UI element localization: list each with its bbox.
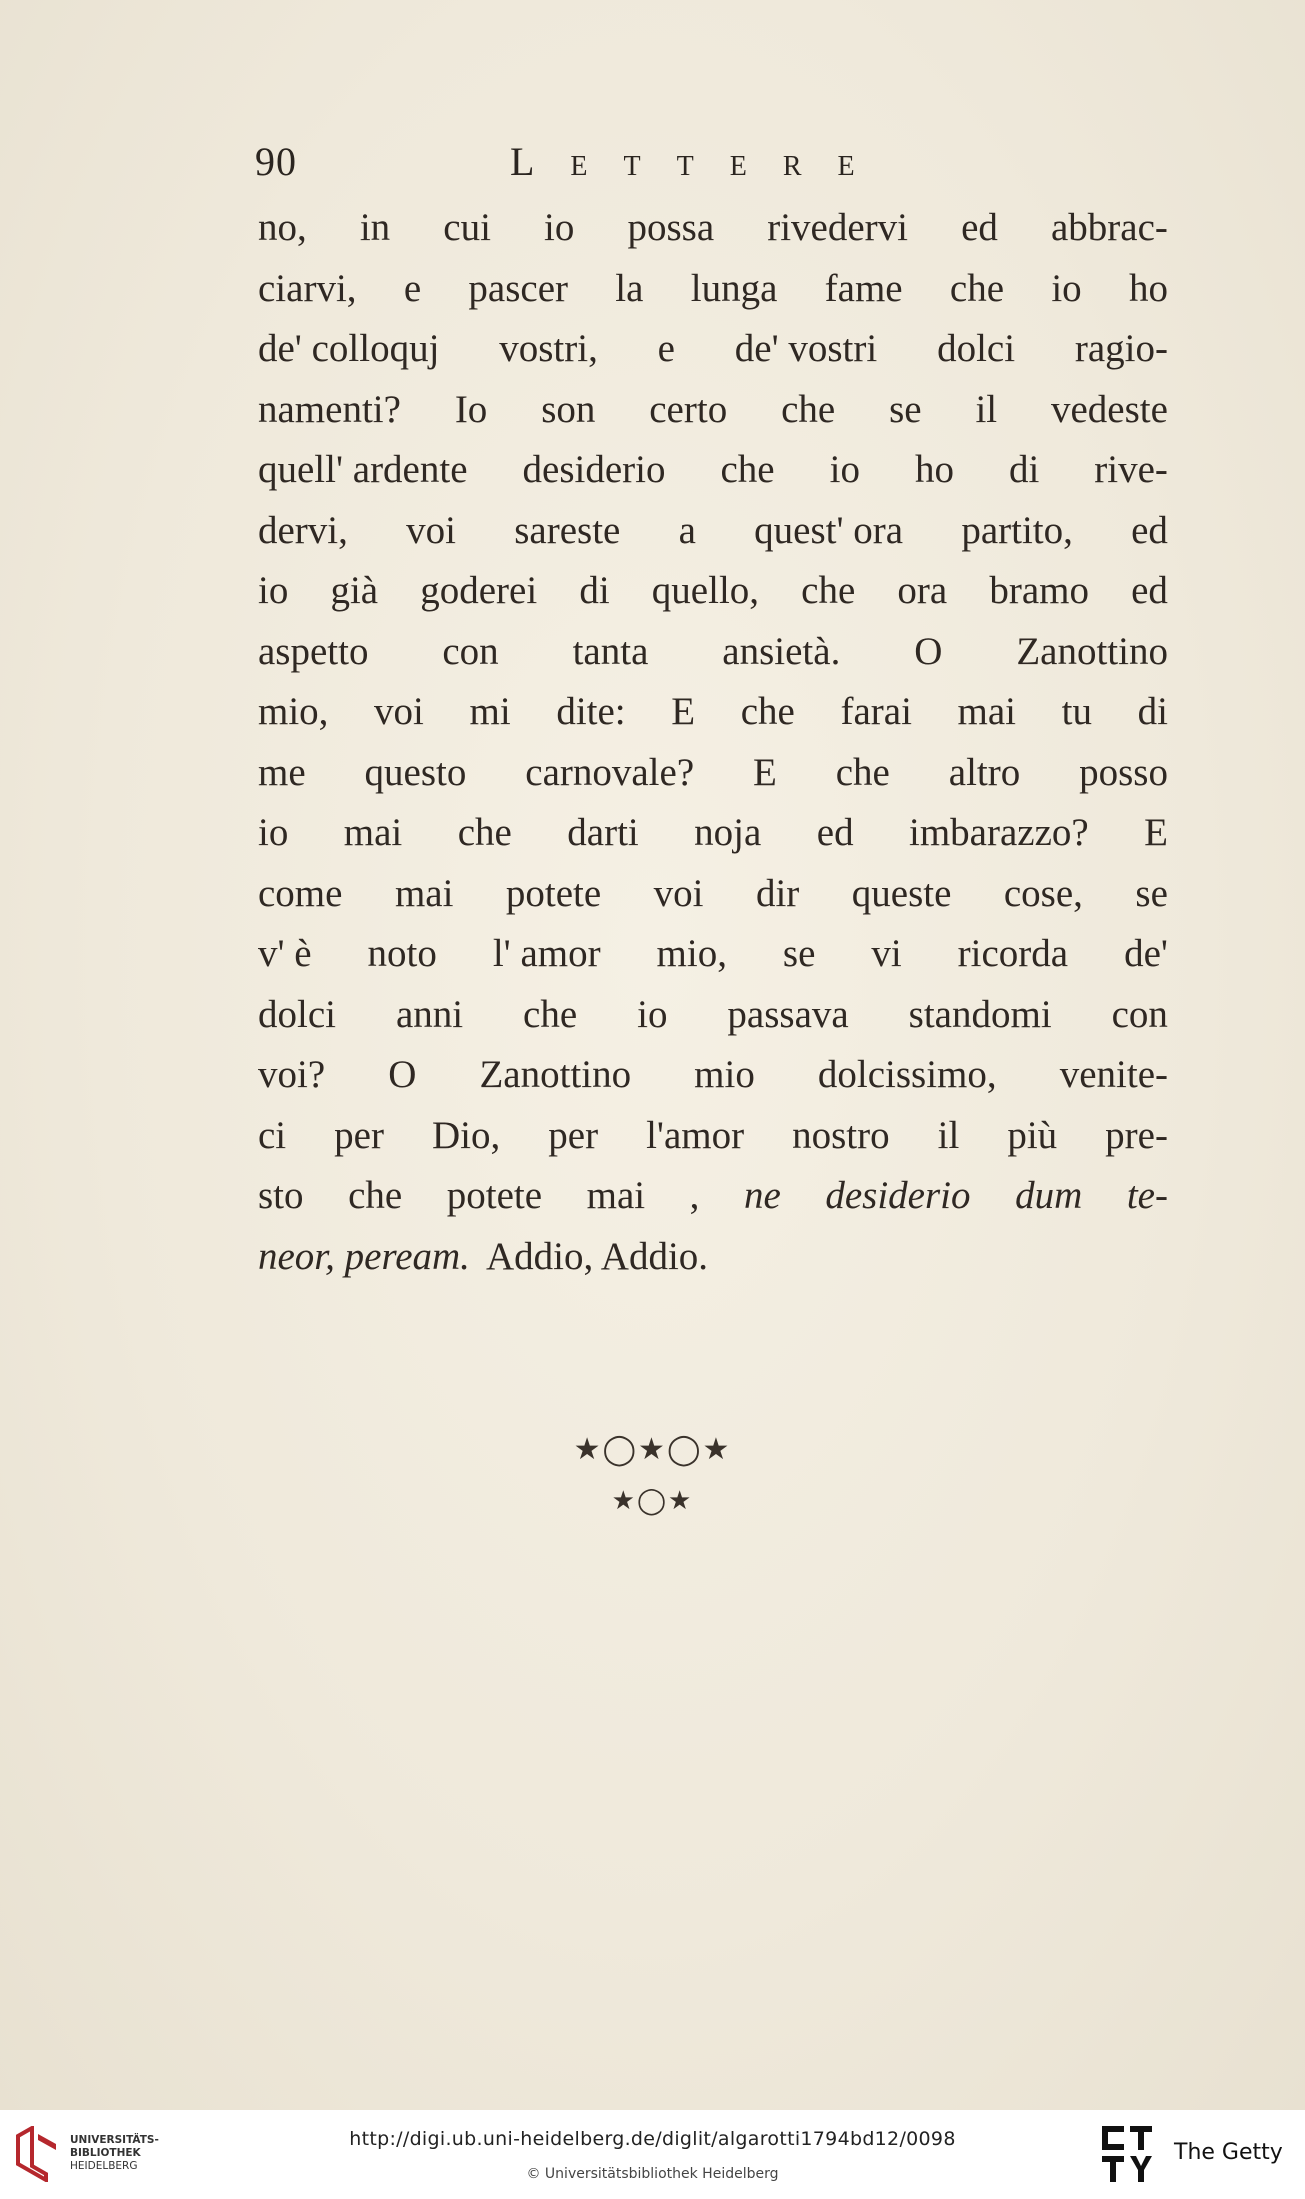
word: mai bbox=[957, 690, 1017, 733]
word: de' bbox=[1124, 932, 1168, 975]
latin-quote-end: neor, peream. bbox=[258, 1234, 470, 1278]
word: , bbox=[689, 1174, 700, 1217]
word: voi? bbox=[258, 1053, 326, 1096]
word: dite: bbox=[556, 690, 626, 733]
text-line bbox=[258, 924, 1168, 985]
word: in bbox=[359, 206, 391, 249]
text-line bbox=[258, 985, 1168, 1046]
word: che bbox=[835, 750, 890, 794]
word: di bbox=[579, 569, 610, 612]
word: rive- bbox=[1094, 448, 1168, 491]
word: nostro bbox=[792, 1113, 890, 1157]
word: son bbox=[541, 387, 596, 431]
running-title: Lettere bbox=[510, 139, 891, 184]
word: cose, bbox=[1003, 871, 1083, 915]
text-line bbox=[258, 1045, 1168, 1106]
word: E bbox=[1144, 811, 1168, 854]
word: mi bbox=[469, 690, 511, 733]
word: che bbox=[801, 569, 856, 612]
word: mio bbox=[694, 1053, 755, 1096]
word: più bbox=[1007, 1113, 1058, 1157]
word: e bbox=[657, 327, 675, 370]
word: mai bbox=[586, 1174, 646, 1217]
text-line bbox=[258, 501, 1168, 562]
word: questo bbox=[364, 750, 467, 794]
word: noto bbox=[367, 932, 437, 975]
word: certo bbox=[649, 387, 728, 431]
latin-quote-word: desiderio bbox=[825, 1174, 971, 1217]
word: bramo bbox=[989, 569, 1089, 612]
word: desiderio bbox=[522, 448, 666, 491]
word: noja bbox=[694, 811, 762, 854]
word: O bbox=[914, 629, 943, 673]
word: io bbox=[1051, 266, 1082, 310]
word: io bbox=[829, 448, 860, 491]
word: per bbox=[548, 1113, 599, 1157]
word: mio, bbox=[258, 690, 329, 733]
word: ricorda bbox=[957, 932, 1069, 975]
word: quell' ardente bbox=[258, 448, 468, 491]
word: ed bbox=[1131, 569, 1168, 612]
word: se bbox=[889, 387, 922, 431]
word: rivedervi bbox=[767, 206, 908, 249]
word: già bbox=[330, 569, 379, 612]
word: sto bbox=[258, 1174, 304, 1217]
text-line bbox=[258, 864, 1168, 925]
word: Zanottino bbox=[479, 1053, 632, 1096]
latin-quote-word: ne bbox=[743, 1174, 781, 1217]
word: dervi, bbox=[258, 508, 348, 552]
word: tu bbox=[1061, 690, 1092, 733]
word: io bbox=[544, 206, 575, 249]
word: ho bbox=[914, 448, 954, 491]
word: che bbox=[523, 992, 578, 1036]
word: mio, bbox=[656, 932, 727, 975]
text-line bbox=[258, 198, 1168, 259]
word: carnovale? bbox=[525, 750, 695, 794]
word: Dio, bbox=[432, 1113, 501, 1157]
getty-logo-icon bbox=[1100, 2124, 1156, 2184]
word: dolci bbox=[937, 327, 1016, 370]
text-line bbox=[258, 743, 1168, 804]
text-line bbox=[258, 1166, 1168, 1227]
body-text bbox=[258, 198, 1168, 1287]
word: l'amor bbox=[646, 1113, 745, 1157]
word: che bbox=[949, 266, 1005, 310]
text-line bbox=[258, 440, 1168, 501]
text-line bbox=[258, 319, 1168, 380]
text-line bbox=[258, 1106, 1168, 1167]
word: darti bbox=[567, 811, 639, 854]
word: O bbox=[388, 1053, 417, 1096]
page-number: 90 bbox=[255, 139, 297, 184]
word: che bbox=[740, 690, 795, 733]
word: v' è bbox=[258, 932, 312, 975]
word: passava bbox=[727, 992, 849, 1036]
word: Io bbox=[454, 387, 488, 431]
word: fame bbox=[824, 266, 903, 310]
latin-quote-word: dum bbox=[1015, 1174, 1083, 1217]
word: ora bbox=[897, 569, 948, 612]
word: io bbox=[258, 569, 289, 612]
word: io bbox=[258, 811, 289, 854]
text-line bbox=[258, 622, 1168, 683]
word: ansietà. bbox=[722, 629, 841, 673]
word: con bbox=[442, 629, 499, 673]
word: ci bbox=[258, 1113, 287, 1157]
viewer-footer bbox=[0, 2110, 1305, 2199]
ub-logo-line1: UNIVERSITÄTS- bbox=[70, 2134, 159, 2146]
latin-quote-word: te- bbox=[1126, 1174, 1168, 1217]
text-line bbox=[258, 561, 1168, 622]
word: potete bbox=[446, 1174, 543, 1217]
word: anni bbox=[395, 992, 464, 1036]
word: quest' ora bbox=[754, 508, 904, 552]
word: mai bbox=[343, 811, 403, 854]
word: me bbox=[258, 750, 306, 794]
word: E bbox=[671, 690, 696, 733]
word: il bbox=[937, 1113, 960, 1157]
word: posso bbox=[1079, 750, 1168, 794]
word: dolci bbox=[258, 992, 336, 1036]
word: che bbox=[720, 448, 775, 491]
word: per bbox=[334, 1113, 384, 1157]
text-line bbox=[258, 259, 1168, 320]
closing-words: Addio, Addio. bbox=[485, 1234, 709, 1278]
word: voi bbox=[374, 690, 424, 733]
text-line bbox=[258, 803, 1168, 864]
word: se bbox=[1135, 871, 1168, 915]
word: la bbox=[615, 266, 644, 310]
word: che bbox=[348, 1174, 403, 1217]
word: che bbox=[457, 811, 512, 854]
word: se bbox=[782, 932, 816, 975]
word: namenti? bbox=[258, 387, 401, 431]
word: no, bbox=[258, 206, 307, 249]
word: partito, bbox=[961, 508, 1073, 552]
ub-logo-line2: BIBLIOTHEK bbox=[70, 2147, 141, 2159]
word: queste bbox=[851, 871, 952, 915]
word: imbarazzo? bbox=[909, 811, 1089, 854]
word: voi bbox=[653, 871, 704, 915]
word: vedeste bbox=[1051, 387, 1168, 431]
word: Zanottino bbox=[1016, 629, 1168, 673]
copyright-notice: © Universitätsbibliothek Heidelberg bbox=[526, 2166, 779, 2182]
running-head bbox=[255, 138, 1155, 198]
word: di bbox=[1008, 448, 1040, 491]
word: mai bbox=[394, 871, 454, 915]
text-line bbox=[258, 380, 1168, 441]
word: vi bbox=[871, 932, 902, 975]
word: standomi bbox=[908, 992, 1052, 1036]
word: tanta bbox=[572, 629, 649, 673]
word: farai bbox=[840, 690, 912, 733]
word: lunga bbox=[690, 266, 778, 310]
word: cui bbox=[443, 206, 491, 249]
word: e bbox=[403, 266, 422, 310]
getty-label[interactable]: The Getty bbox=[1174, 2140, 1283, 2165]
word: pre- bbox=[1105, 1113, 1168, 1157]
word: possa bbox=[627, 206, 715, 249]
word: ed bbox=[961, 206, 998, 249]
word: ed bbox=[816, 811, 854, 854]
word: de' vostri bbox=[734, 327, 878, 370]
word: ho bbox=[1128, 266, 1168, 310]
permalink-url[interactable]: http://digi.ub.uni-heidelberg.de/diglit/algarotti1794bd12/0098 bbox=[349, 2128, 956, 2150]
word: venite- bbox=[1059, 1053, 1168, 1096]
word: con bbox=[1111, 992, 1168, 1036]
word: il bbox=[975, 387, 998, 431]
word: ragio- bbox=[1074, 327, 1168, 370]
word: io bbox=[637, 992, 668, 1036]
ornament-top: ★◯★◯★ bbox=[573, 1432, 732, 1467]
word: abbrac- bbox=[1051, 206, 1168, 249]
word: E bbox=[753, 750, 777, 794]
word: a bbox=[678, 508, 696, 552]
text-line bbox=[258, 1227, 1168, 1288]
ub-logo-line3: HEIDELBERG bbox=[70, 2160, 138, 2172]
word: pascer bbox=[468, 266, 569, 310]
word: aspetto bbox=[258, 629, 369, 673]
word: voi bbox=[406, 508, 456, 552]
word: vostri, bbox=[499, 327, 598, 370]
word: come bbox=[258, 871, 343, 915]
word: di bbox=[1137, 690, 1168, 733]
word: quello, bbox=[651, 569, 760, 612]
ornament-bottom: ★◯★ bbox=[611, 1486, 694, 1516]
word: dir bbox=[755, 871, 800, 915]
word: ciarvi, bbox=[258, 266, 357, 310]
word: dolcissimo, bbox=[817, 1053, 997, 1096]
word: sareste bbox=[514, 508, 621, 552]
text-line bbox=[258, 682, 1168, 743]
word: de' colloquj bbox=[258, 327, 440, 370]
word: goderei bbox=[420, 569, 538, 612]
word: potete bbox=[505, 871, 602, 915]
word: l' amor bbox=[492, 932, 601, 975]
word: che bbox=[781, 387, 836, 431]
word: ed bbox=[1131, 508, 1168, 552]
word: altro bbox=[948, 750, 1021, 794]
